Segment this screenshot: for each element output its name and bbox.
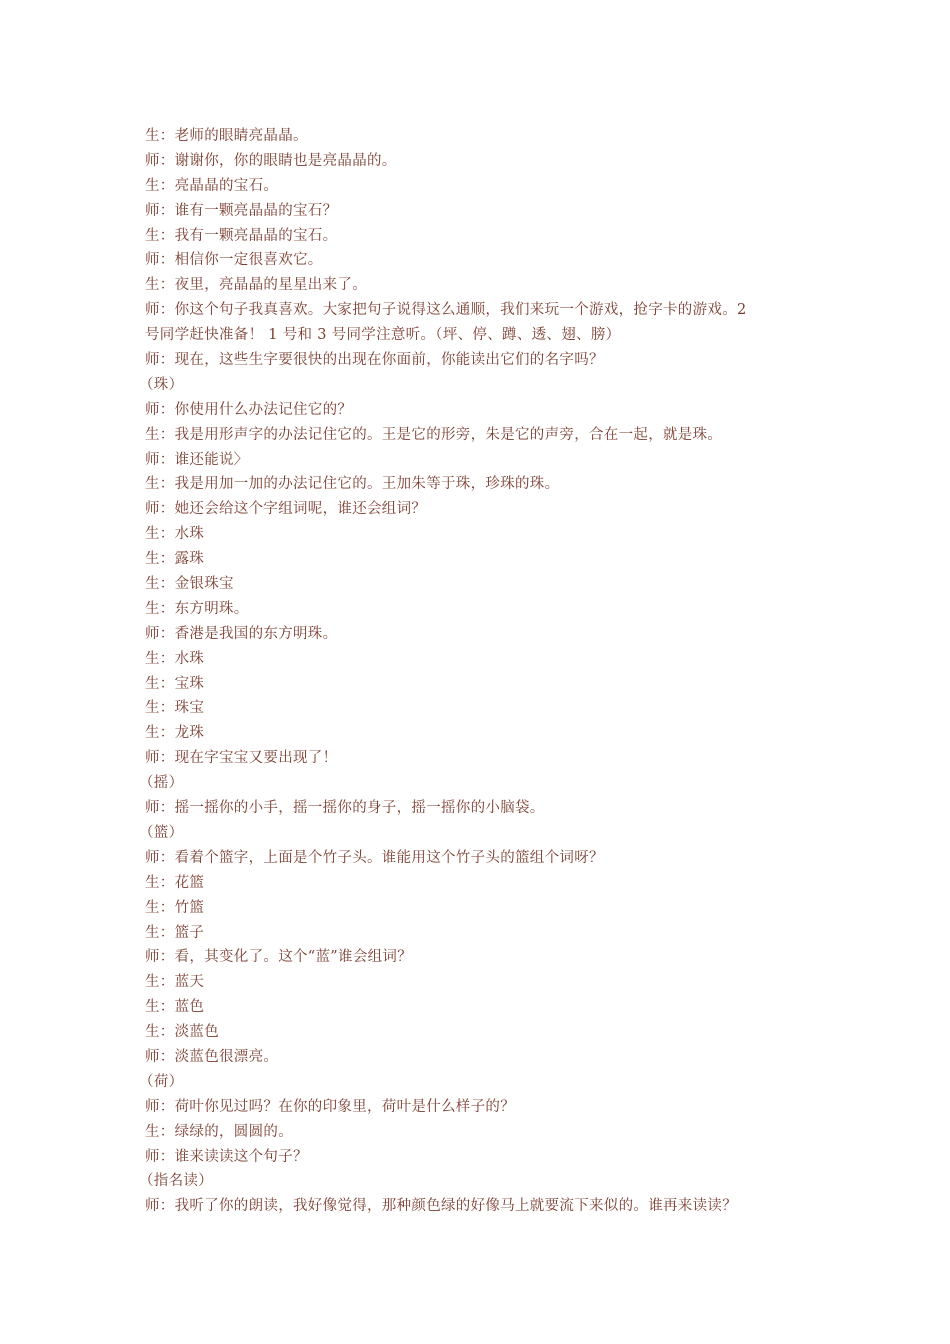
stage-direction-line: （荷） (139, 1073, 184, 1090)
dialogue-line: 师：看，其变化了。这个“蓝”谁会组词？ (145, 949, 413, 966)
dialogue-line: 生：水珠 (145, 650, 205, 667)
dialogue-line: 生：亮晶晶的宝石。 (145, 177, 279, 194)
dialogue-line: 师：相信你一定很喜欢它。 (145, 252, 323, 269)
dialogue-line: 师：我听了你的朗读，我好像觉得，那种颜色绿的好像马上就要流下来似的。谁再来读读？ (145, 1198, 737, 1215)
dialogue-line: 生：龙珠 (145, 725, 205, 742)
dialogue-line: 师：摇一摇你的小手，摇一摇你的身子，摇一摇你的小脑袋。 (145, 800, 545, 817)
dialogue-line: 生：蓝色 (145, 999, 205, 1016)
dialogue-line: 生：水珠 (145, 526, 205, 543)
dialogue-line: 生：绿绿的，圆圆的。 (145, 1123, 293, 1140)
dialogue-line: 师：你这个句子我真喜欢。大家把句子说得这么通顺，我们来玩一个游戏，抢字卡的游戏。2 (145, 302, 747, 319)
dialogue-line: 生：东方明珠。 (145, 600, 249, 617)
dialogue-line: 生：我是用加一加的办法记住它的。王加朱等于珠，珍珠的珠。 (145, 476, 560, 493)
dialogue-line: 生：金银珠宝 (145, 576, 234, 593)
dialogue-line: 师：谁有一颗亮晶晶的宝石？ (145, 202, 338, 219)
dialogue-line: 师：谁还能说〉 (145, 451, 249, 468)
stage-direction-line: （珠） (139, 376, 184, 393)
dialogue-line: 师：你使用什么办法记住它的？ (145, 401, 353, 418)
dialogue-line: 师：香港是我国的东方明珠。 (145, 625, 338, 642)
dialogue-line: 生：珠宝 (145, 700, 205, 717)
dialogue-line: 师：荷叶你见过吗？在你的印象里，荷叶是什么样子的？ (145, 1098, 515, 1115)
dialogue-line: 师：淡蓝色很漂亮。 (145, 1048, 279, 1065)
dialogue-line: 师：看着个篮字，上面是个竹子头。谁能用这个竹子头的篮组个词呀？ (145, 849, 604, 866)
dialogue-line: 生：露珠 (145, 551, 205, 568)
dialogue-line: 师：谢谢你，你的眼睛也是亮晶晶的。 (145, 152, 397, 169)
dialogue-line: 生：淡蓝色 (145, 1024, 219, 1041)
dialogue-line: 生：竹篮 (145, 899, 205, 916)
dialogue-line: 生：蓝天 (145, 974, 205, 991)
dialogue-line: 生：夜里，亮晶晶的星星出来了。 (145, 277, 367, 294)
dialogue-line: 生：宝珠 (145, 675, 205, 692)
stage-direction-line: （篮） (139, 824, 184, 841)
stage-direction-line: （指名读） (139, 1173, 213, 1190)
dialogue-line: 师：现在字宝宝又要出现了！ (145, 750, 338, 767)
dialogue-line: 生：我有一颗亮晶晶的宝石。 (145, 227, 338, 244)
dialogue-line: 生：我是用形声字的办法记住它的。王是它的形旁，朱是它的声旁，合在一起，就是珠。 (145, 426, 723, 443)
dialogue-line: 师：现在，这些生字要很快的出现在你面前，你能读出它们的名字吗？ (145, 352, 604, 369)
dialogue-line: 生：老师的眼睛亮晶晶。 (145, 128, 308, 144)
dialogue-line: 师：她还会给这个字组词呢，谁还会组词？ (145, 501, 427, 518)
dialogue-line: 号同学赶快准备！ 1 号和 3 号同学注意听。（坪、停、蹲、透、翅、膀） (145, 327, 621, 344)
dialogue-line: 生：花篮 (145, 874, 205, 891)
stage-direction-line: （摇） (139, 775, 184, 792)
document-body (139, 124, 815, 1219)
dialogue-line: 生：篮子 (145, 924, 205, 941)
dialogue-line: 师：谁来读读这个句子？ (145, 1148, 308, 1165)
